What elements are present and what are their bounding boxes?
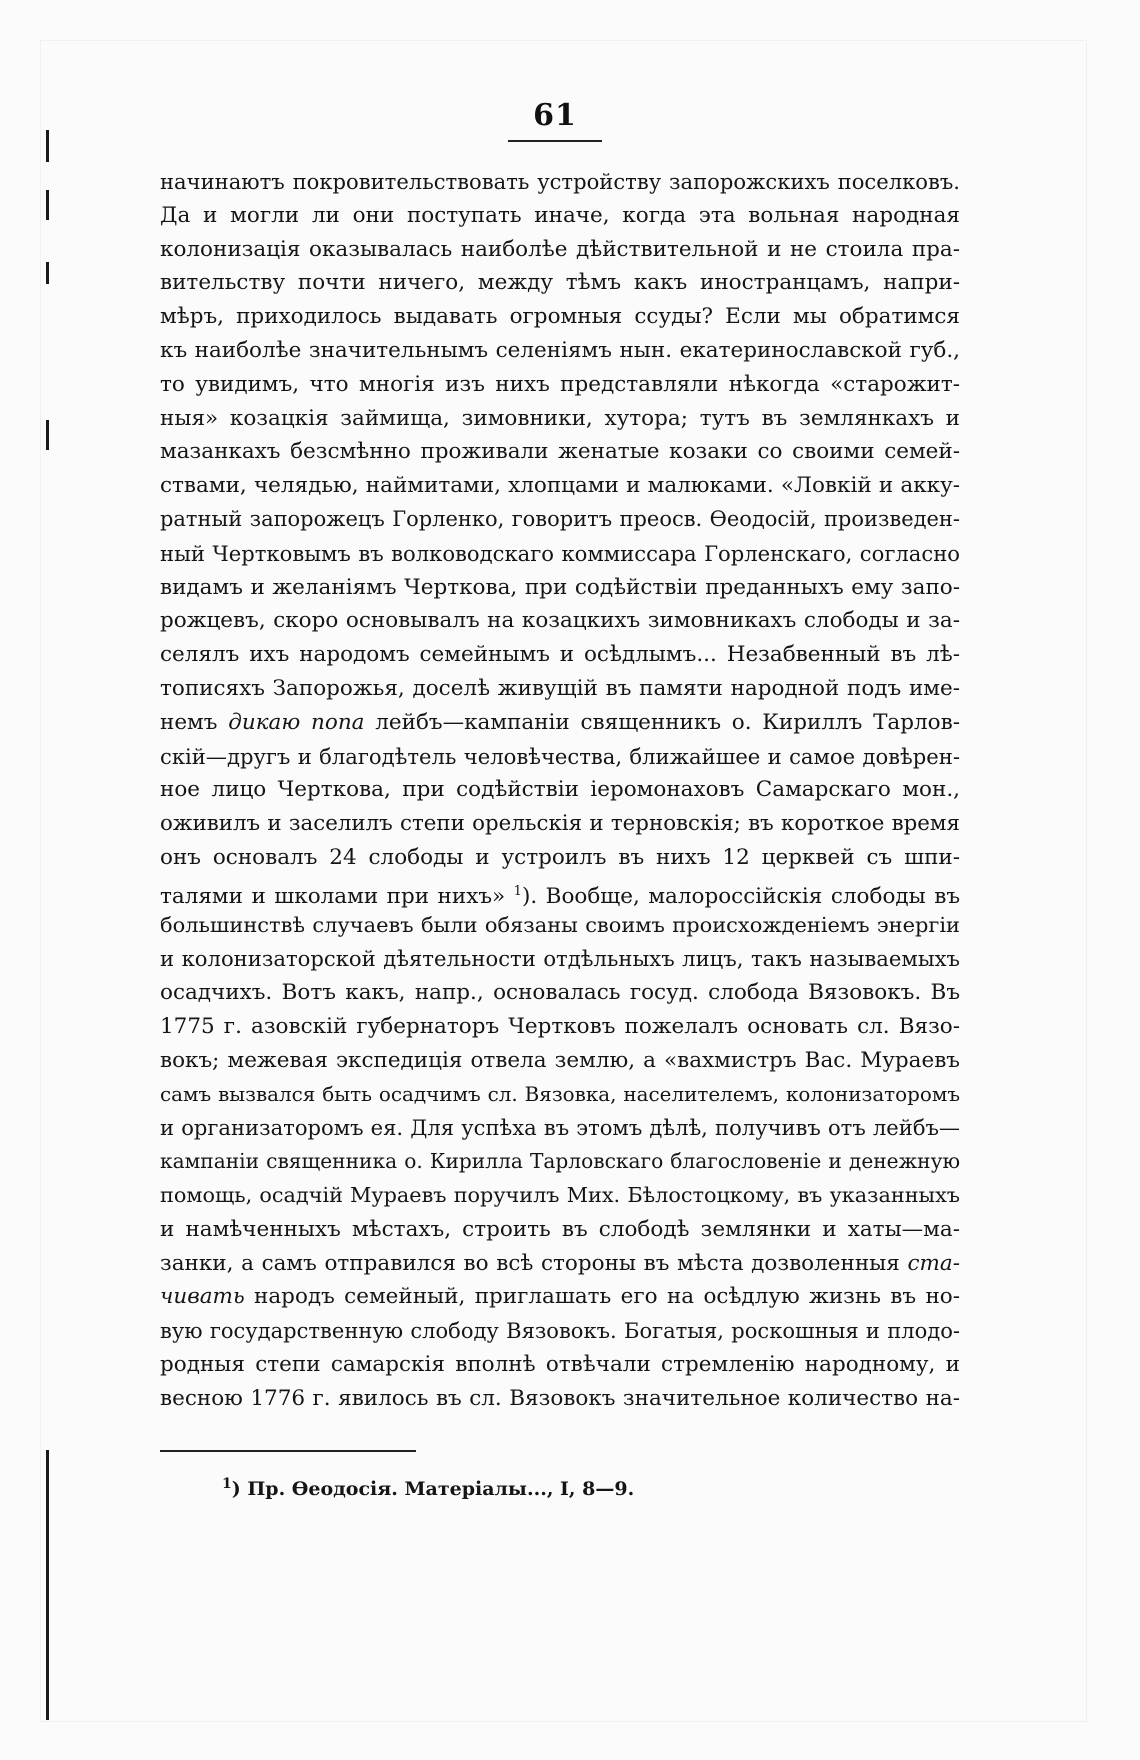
text-line xyxy=(160,875,960,909)
text-line: ратный запорожецъ Горленко, говоритъ преосв. Ѳеодосій, произведен- xyxy=(160,506,960,531)
text-line: и организаторомъ ея. Для успѣха въ этомъ дѣлѣ, получивъ отъ лейбъ— xyxy=(160,1115,960,1141)
footnote-reference: 1 xyxy=(513,883,522,899)
text-line: и колонизаторской дѣятельности отдѣльныхъ лицъ, такъ называемыхъ xyxy=(160,946,960,972)
text-line: осадчихъ. Вотъ какъ, напр., основалась госуд. слобода Вязовокъ. Въ xyxy=(160,980,960,1006)
text-line: скій—другъ и благодѣтель человѣчества, ближайшее и самое довѣрен- xyxy=(160,743,960,769)
page-number-rule xyxy=(508,140,602,142)
text-line: ный Чертковымъ въ волководскаго коммиссара Горленскаго, согласно xyxy=(160,540,960,566)
text-line: мазанкахъ безсмѣнно проживали женатые козаки со своими семей- xyxy=(160,439,960,465)
body-text xyxy=(160,165,960,1415)
text-line: и намѣченныхъ мѣстахъ, строить въ слободѣ землянки и хаты—ма- xyxy=(160,1216,960,1242)
text-line: начинаютъ покровительствовать устройству запорожскихъ поселковъ. xyxy=(160,169,960,194)
text-line xyxy=(160,1280,960,1314)
scan-left-mark xyxy=(46,262,49,284)
text-line: то увидимъ, что многія изъ нихъ представляли нѣкогда «старожит- xyxy=(160,371,960,397)
scan-left-mark xyxy=(46,190,49,220)
text-line xyxy=(160,706,960,740)
text-line: большинствѣ случаевъ были обязаны своимъ происхожденіемъ энергіи xyxy=(160,912,960,937)
footnote xyxy=(222,1478,634,1500)
text-line: вую государственную слободу Вязовокъ. Богатыя, роскошныя и плодо- xyxy=(160,1318,960,1344)
text-line: 1775 г. азовскій губернаторъ Чертковъ пожелалъ основать сл. Вязо- xyxy=(160,1013,960,1039)
text-segment: занки, а самъ отправился во всѣ стороны въ мѣста дозволенныя xyxy=(160,1250,908,1276)
text-segment: лейбъ—кампаніи священникъ о. Кириллъ Тарлов- xyxy=(364,709,960,735)
text-line: тописяхъ Запорожья, доселѣ живущій въ памяти народной подъ име- xyxy=(160,675,960,701)
text-line: колонизація оказывалась наиболѣе дѣйствительной и не стоила пра- xyxy=(160,236,960,262)
text-line: къ наиболѣе значительнымъ селеніямъ нын. екатеринославской губ., xyxy=(160,337,960,363)
page-number: 61 xyxy=(533,98,577,133)
text-segment: ). Вообще, малороссійскія слободы въ xyxy=(521,883,960,909)
text-line: селялъ ихъ народомъ семейнымъ и осѣдлымъ... Незабвенный въ лѣ- xyxy=(160,642,960,668)
text-segment: народъ семейный, приглашать его на осѣдлую жизнь въ но- xyxy=(244,1284,960,1310)
italic-phrase: дикаю попа xyxy=(228,709,365,735)
text-line: самъ вызвался быть осадчимъ сл. Вязовка, населителемъ, колонизаторомъ xyxy=(160,1082,960,1106)
text-line: ныя» козацкія займища, зимовники, хутора; тутъ въ землянкахъ и xyxy=(160,405,960,431)
scan-left-mark xyxy=(46,420,49,450)
scan-left-mark xyxy=(46,130,49,162)
italic-phrase: ста- xyxy=(907,1250,960,1276)
text-line: рожцевъ, скоро основывалъ на козацкихъ зимовникахъ слободы и за- xyxy=(160,608,960,634)
footnote-marker: 1 xyxy=(222,1476,232,1492)
text-line: весною 1776 г. явилось въ сл. Вязовокъ значительное количество на- xyxy=(160,1385,960,1411)
text-line: вокъ; межевая экспедиція отвела землю, а «вахмистръ Вас. Мураевъ xyxy=(160,1047,960,1073)
text-segment: немъ xyxy=(160,709,229,735)
text-line: оживилъ и заселилъ степи орельскія и терновскія; въ короткое время xyxy=(160,811,960,837)
text-line xyxy=(160,1247,960,1281)
text-line: кампаніи священника о. Кирилла Тарловскаго благословеніе и денежную xyxy=(160,1149,960,1174)
scan-left-mark xyxy=(46,1450,49,1720)
footnote-text: ) Пр. Ѳеодосія. Матеріалы..., I, 8—9. xyxy=(231,1478,635,1500)
text-line: помощь, осадчій Мураевъ поручилъ Мих. Бѣлостоцкому, въ указанныхъ xyxy=(160,1182,960,1207)
footnote-rule xyxy=(160,1450,416,1452)
text-line: родныя степи самарскія вполнѣ отвѣчали стремленію народному, и xyxy=(160,1351,960,1377)
italic-phrase: чивать xyxy=(160,1284,245,1310)
text-line: мѣръ, приходилось выдавать огромныя ссуды? Если мы обратимся xyxy=(160,304,960,330)
text-line: вительству почти ничего, между тѣмъ какъ иностранцамъ, напри- xyxy=(160,270,960,296)
text-line: видамъ и желаніямъ Черткова, при содѣйствіи преданныхъ ему запо- xyxy=(160,574,960,600)
text-line: ствами, челядью, наймитами, хлопцами и малюками. «Ловкій и акку- xyxy=(160,473,960,499)
text-line: Да и могли ли они поступать иначе, когда эта вольная народная xyxy=(160,202,960,228)
text-segment: талями и школами при нихъ» xyxy=(160,883,514,909)
text-line: ное лицо Черткова, при содѣйствіи іеромонаховъ Самарскаго мон., xyxy=(160,777,960,803)
text-line: онъ основалъ 24 слободы и устроилъ въ нихъ 12 церквей съ шпи- xyxy=(160,844,960,870)
